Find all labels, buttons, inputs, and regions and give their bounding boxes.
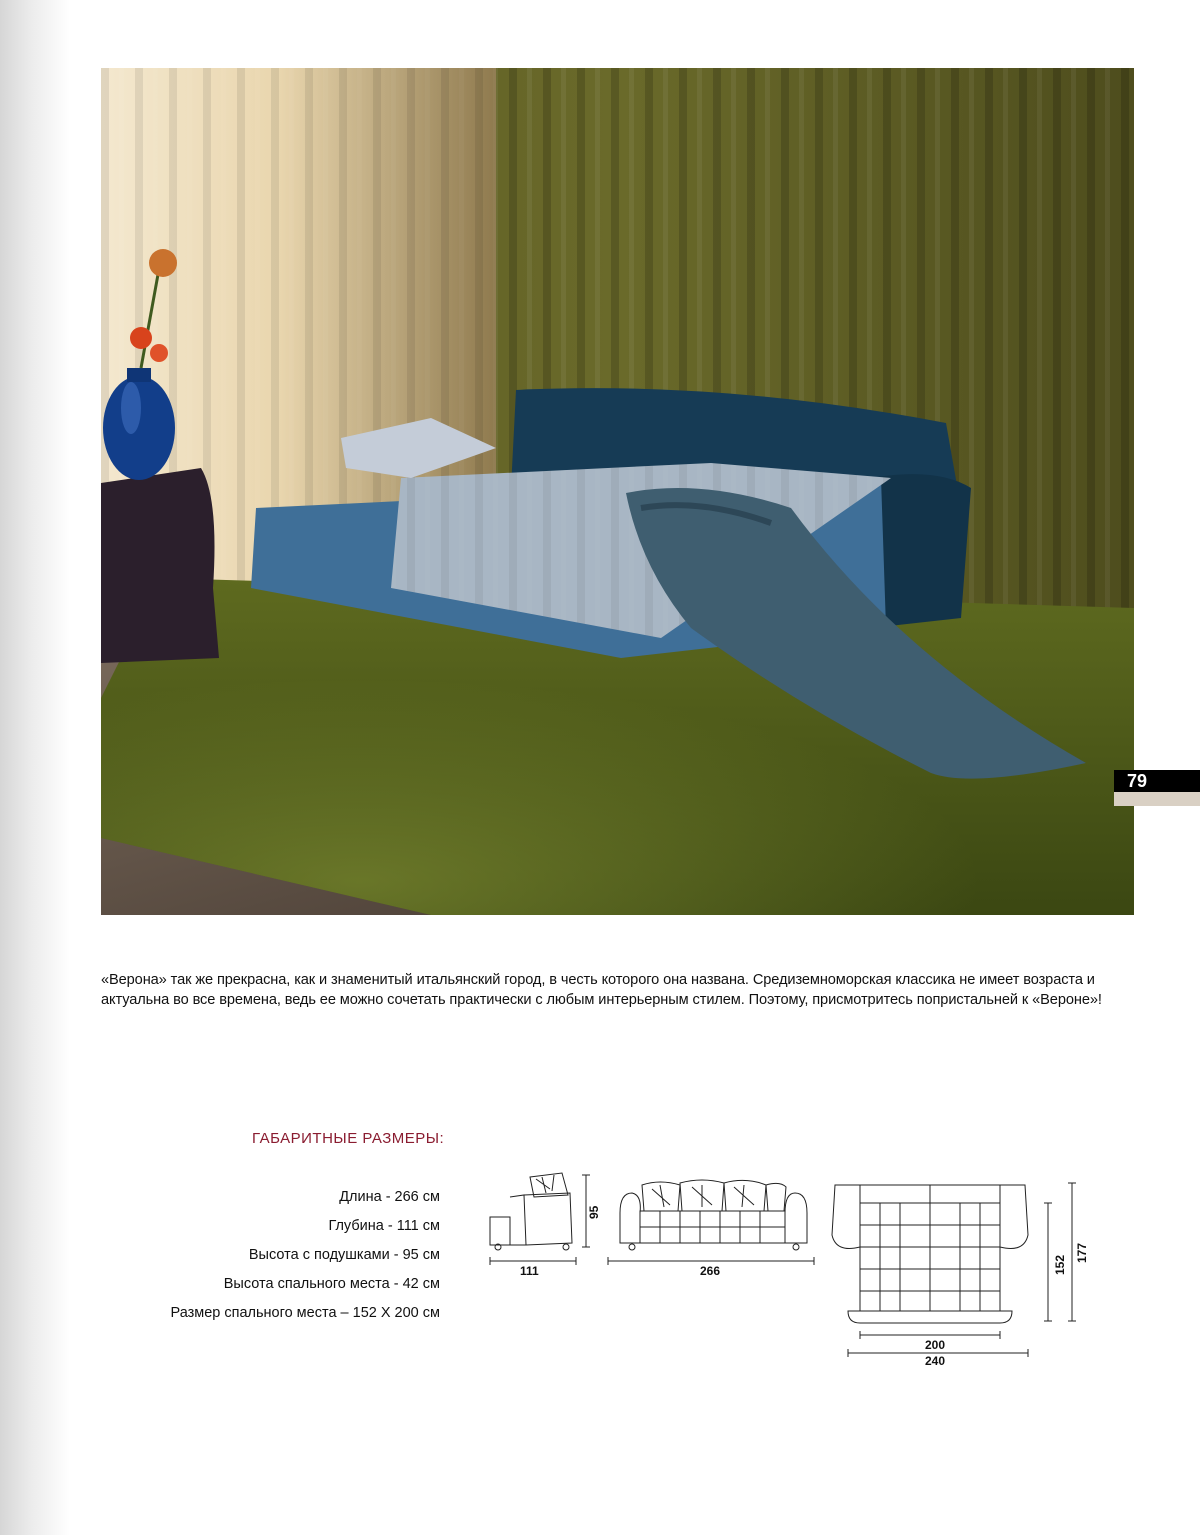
top-view-drawing (832, 1183, 1076, 1357)
side-depth-label: 111 (520, 1264, 539, 1278)
dimensions-heading: ГАБАРИТНЫЕ РАЗМЕРЫ: (252, 1130, 445, 1147)
top-depth-inner-label: 152 (1053, 1254, 1067, 1275)
dimension-length: Длина - 266 см (339, 1189, 440, 1205)
side-view-drawing (490, 1173, 590, 1265)
product-description: «Верона» так же прекрасна, как и знаменитый итальянский город, в честь которого она названа. Средиземноморская классика не имеет возраста и актуальна во все времена, ведь ее можно сочетать практически с любым интерьерным стилем. Поэтому, присмотритесь попристальней к «Вероне»! (101, 972, 1102, 1008)
front-length-label: 266 (700, 1264, 721, 1278)
top-width-outer-label: 240 (925, 1354, 946, 1365)
page-tab-stripe (1114, 792, 1200, 806)
dimension-height-cushions: Высота с подушками - 95 см (248, 1247, 440, 1263)
product-photo (101, 68, 1134, 915)
front-view-drawing (608, 1180, 814, 1265)
dimension-drawings (480, 1165, 1090, 1365)
top-depth-outer-label: 177 (1075, 1242, 1089, 1263)
dimensions-list (100, 1183, 440, 1328)
dimension-sleeping-height: Высота спального места - 42 см (223, 1276, 440, 1292)
page-number-tab (1114, 770, 1200, 806)
dimension-sleeping-size: Размер спального места – 152 Х 200 см (170, 1305, 440, 1321)
page-number: 79 (1114, 770, 1200, 792)
page-edge-shadow (0, 0, 70, 1535)
top-width-inner-label: 200 (925, 1338, 946, 1352)
dimension-depth: Глубина - 111 см (328, 1218, 440, 1234)
side-height-label: 95 (587, 1205, 601, 1219)
